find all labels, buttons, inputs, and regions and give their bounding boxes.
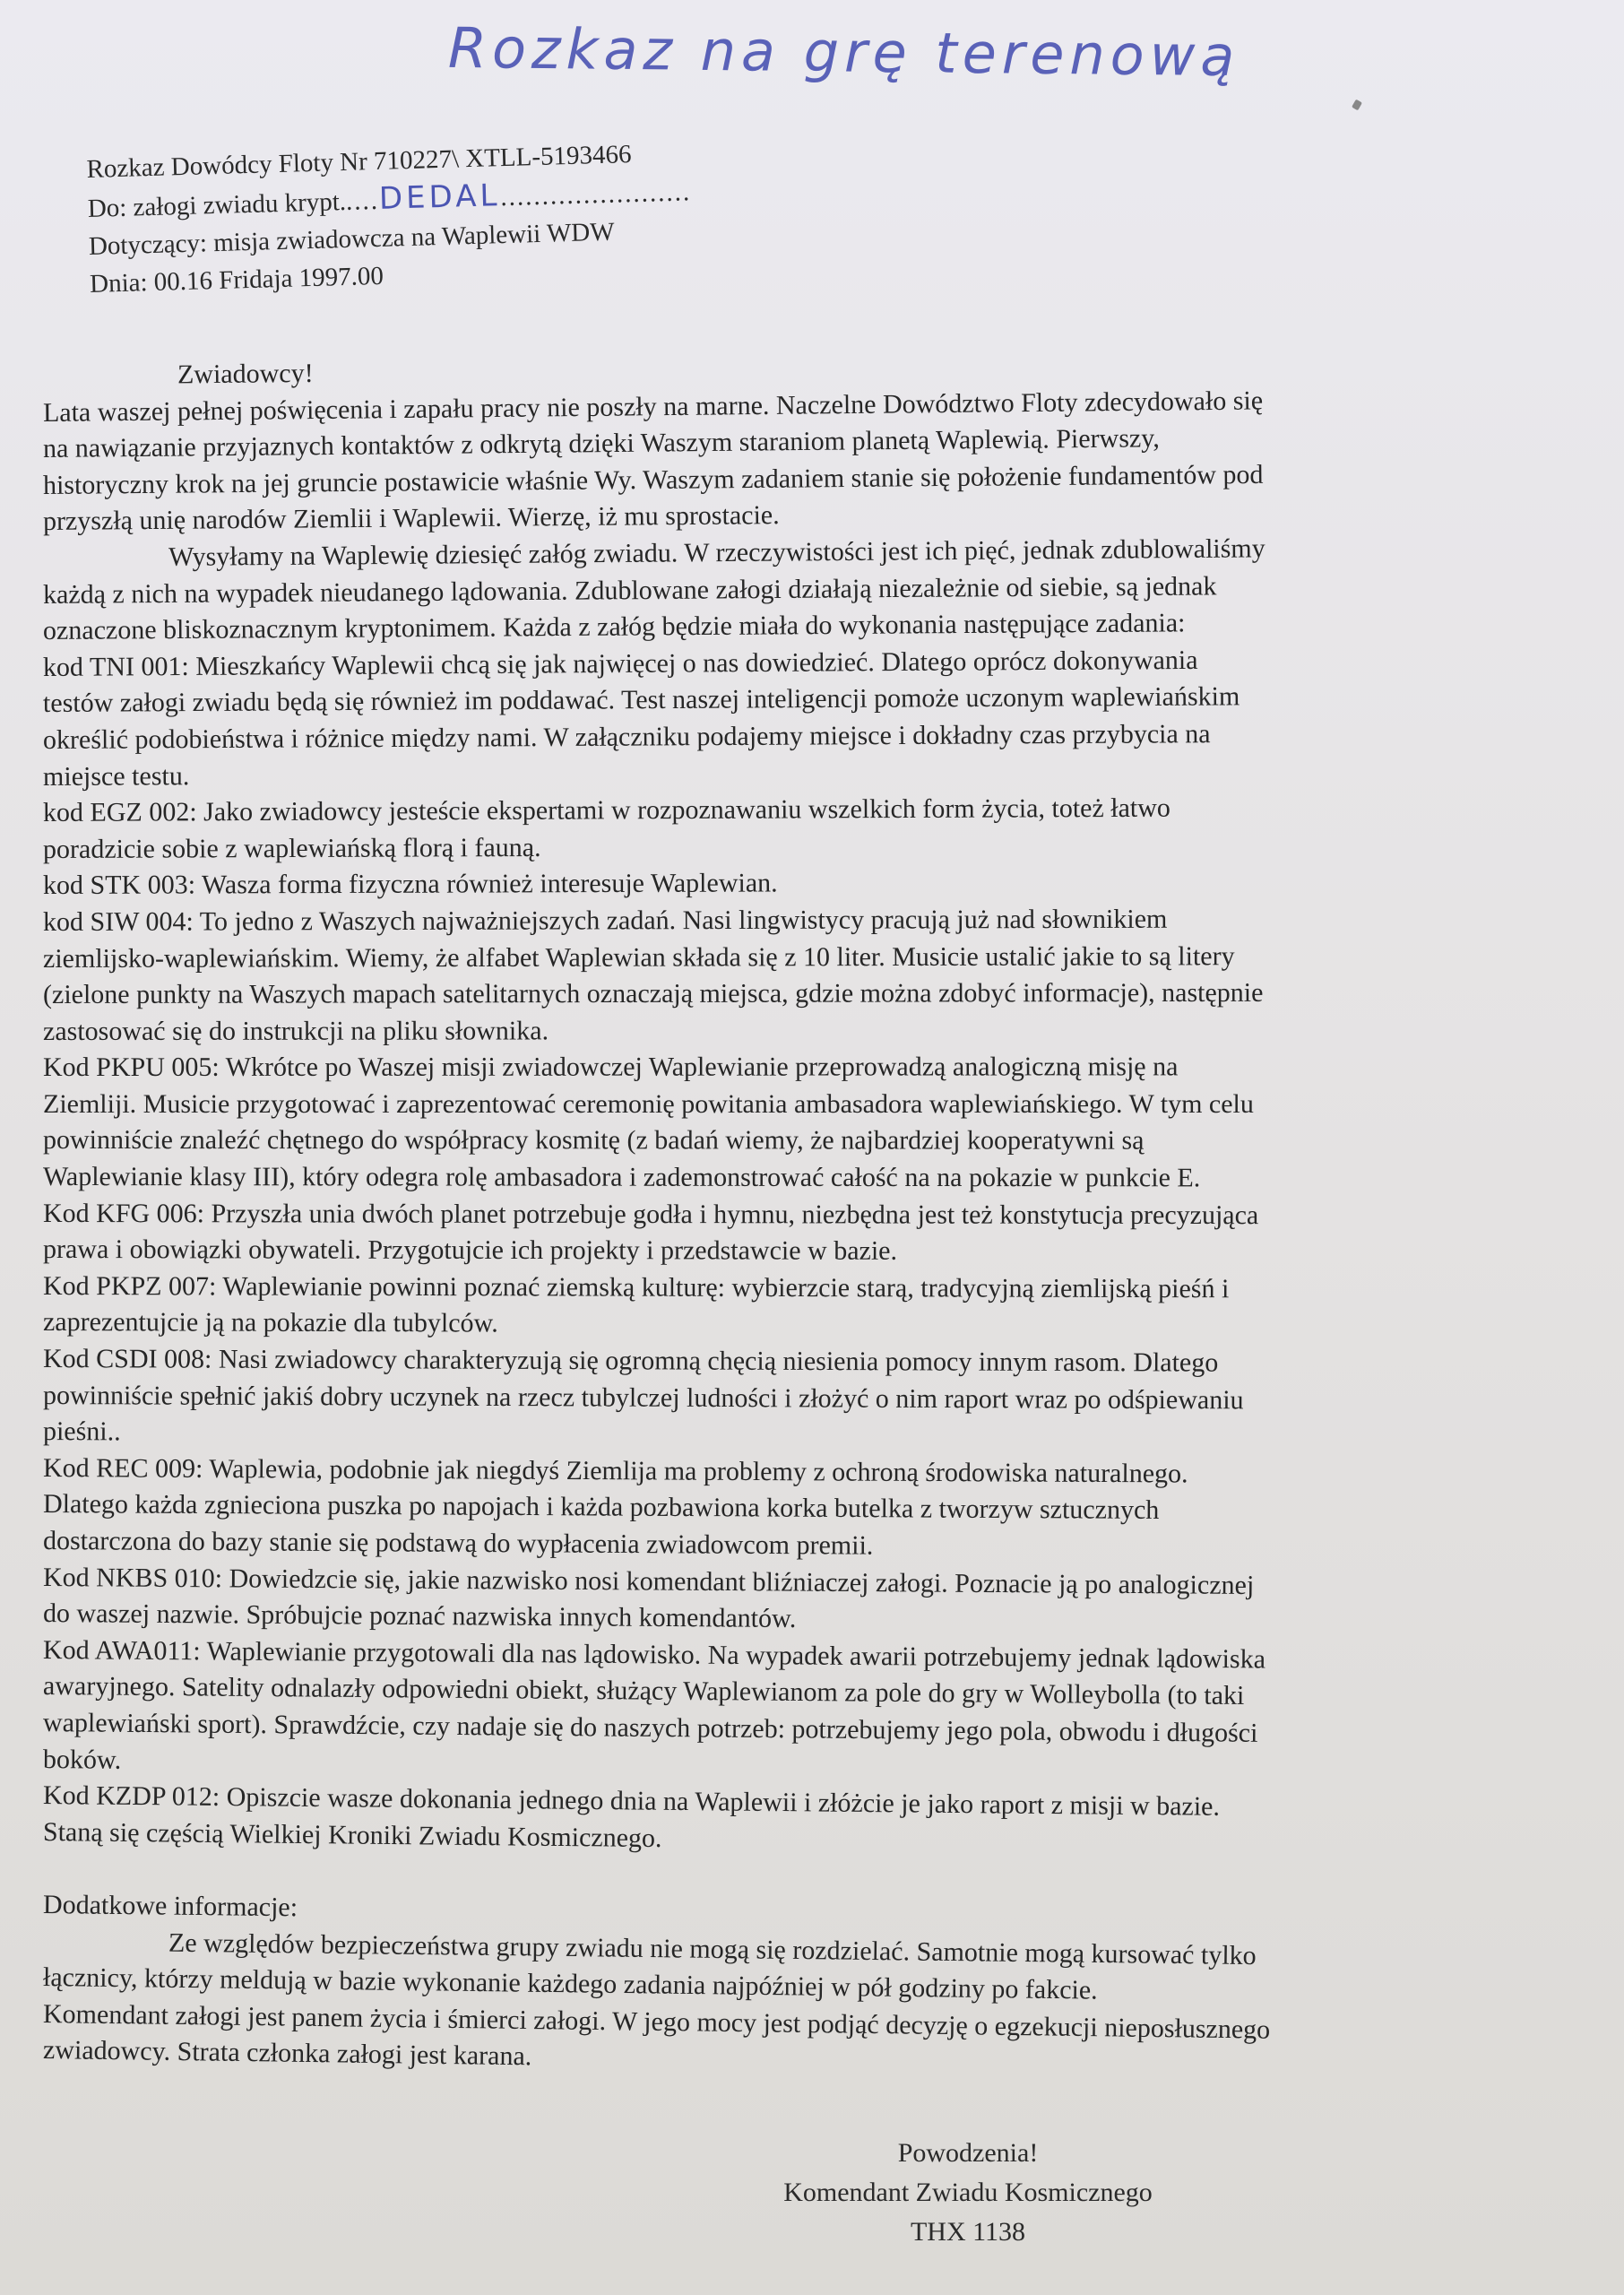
order-header	[86, 123, 1075, 303]
body-line: kod TNI 001: Mieszkańcy Waplewii chcą się jak najwięcej o nas dowiedzieć. Dlatego oprócz dokonywania	[42, 645, 1198, 682]
body-line: boków.	[42, 1744, 122, 1775]
body-line: Staną się częścią Wielkiej Kroniki Zwiadu Kosmicznego.	[42, 1816, 662, 1853]
order-body	[42, 358, 1513, 2072]
body-line: kod EGZ 002: Jako zwiadowcy jesteście ekspertami w rozpoznawaniu wszelkich form życia, toteż łatwo	[42, 792, 1170, 828]
handwritten-title: Rozkaz na grę terenową	[447, 14, 1240, 90]
body-line: Kod REC 009: Waplewia, podobnie jak niegdyś Ziemlija ma problemy z ochroną środowiska naturalnego.	[42, 1452, 1188, 1489]
body-line: prawa i obowiązki obywateli. Przygotujcie ich projekty i przedstawcie w bazie.	[42, 1234, 898, 1267]
body-line: powinniście spełnić jakiś dobry uczynek na rzecz tubylczej ludności i złożyć o nim raport wraz po odśpiewaniu	[42, 1380, 1244, 1416]
body-line: testów załogi zwiadu będą się również im poddawać. Test naszej inteligencji pomoże uczonym waplewiańskim	[42, 681, 1240, 719]
body-line: dostarczona do bazy stanie się podstawą do wypłacenia zwiadowcom premii.	[42, 1526, 874, 1561]
signature-greeting: Powodzenia!	[897, 2138, 1039, 2168]
body-line: waplewiański sport). Sprawdźcie, czy nadaje się do naszych potrzeb: potrzebujemy jego pola, obwodu i długości	[42, 1707, 1258, 1748]
body-line: Kod KFG 006: Przyszła unia dwóch planet potrzebuje godła i hymnu, niezbędna jest też konstytucja precyzująca	[42, 1198, 1259, 1230]
body-line: Wysyłamy na Waplewię dziesięć załóg zwiadu. W rzeczywistości jest ich pięć, jednak zdublowaliśmy	[168, 533, 1266, 572]
signature-title: Komendant Zwiadu Kosmicznego	[783, 2178, 1153, 2207]
body-line: każdą z nich na wypadek nieudanego lądowania. Zdublowane załogi działają niezależnie od siebie, są jednak	[42, 570, 1217, 610]
body-line: Kod AWA011: Waplewianie przygotowali dla nas lądowisko. Na wypadek awarii potrzebujemy jednak lądowiska	[42, 1634, 1266, 1675]
body-line: Dlatego każda zgnieciona puszka po napojach i każda pozbawiona korka butelka z tworzyw sztucznych	[42, 1489, 1160, 1526]
body-line: ziemlijsko-waplewiańskim. Wiemy, że alfabet Waplewian składa się z 10 liter. Musicie ustalić jakie to są litery	[42, 940, 1235, 974]
body-line: Dodatkowe informacje:	[42, 1889, 298, 1923]
body-line: Waplewianie klasy III), który odegra rolę ambasadora i zademonstrować całość na na pokazie w punkcie E.	[42, 1162, 1201, 1193]
body-line: Kod KZDP 012: Opiszcie wasze dokonania jednego dnia na Waplewii i złóżcie je jako raport z misji w bazie.	[42, 1780, 1221, 1822]
body-line: kod SIW 004: To jedno z Waszych najważniejszych zadań. Nasi lingwistycy pracują już nad słownikiem	[42, 904, 1168, 937]
body-line: na nawiązanie przyjaznych kontaktów z odkrytą dzięki Waszym staraniom planetą Waplewią. Pierwszy,	[42, 423, 1160, 464]
signature-code: THX 1138	[910, 2217, 1026, 2247]
body-line: oznaczone bliskoznacznym kryptonimem. Każda z załóg będzie miała do wykonania następujące zadania:	[42, 608, 1186, 646]
order-number: Rozkaz Dowódcy Floty Nr 710227\ XTLL-5193466	[86, 140, 632, 184]
body-line: Ziemliji. Musicie przygotować i zaprezentować ceremonię powitania ambasadora waplewiańskiego. W tym celu	[43, 1088, 1254, 1119]
body-line: Zwiadowcy!	[177, 358, 314, 390]
body-line: zastosować się do instrukcji na pliku słownika.	[42, 1016, 549, 1046]
paper-speck	[1352, 100, 1362, 111]
body-line: zwiadowcy. Strata członka załogi jest karana.	[42, 2035, 532, 2072]
date-line: Dnia: 00.16 Fridaja 1997.00	[89, 261, 384, 299]
body-line: Kod PKPZ 007: Waplewianie powinni poznać ziemską kulturę: wybierzcie starą, tradycyjną ziemlijską pieśń i	[42, 1270, 1230, 1304]
body-line: powinniście znaleźć chętnego do współpracy kosmitę (z badań wiemy, że najbardziej kooperatywni są	[42, 1125, 1145, 1156]
body-line: do waszej nazwie. Spróbujcie poznać nazwiska innych komendantów.	[42, 1598, 797, 1634]
body-line: (zielone punkty na Waszych mapach satelitarnych oznaczają miejsca, gdzie można zdobyć informacje), następnie	[42, 977, 1264, 1010]
body-line: Ze względów bezpieczeństwa grupy zwiadu nie mogą się rozdzielać. Samotnie mogą kursować tylko	[168, 1927, 1257, 1970]
body-line: awaryjnego. Satelity odnalazły odpowiedni obiekt, służący Waplewianom za pole do gry w Wolleybolla (to taki	[42, 1671, 1245, 1711]
recipient-line: Do: załogi zwiadu krypt.....DEDAL.......................	[87, 178, 692, 223]
body-line: historyczny krok na jej gruncie postawicie właśnie Wy. Waszym zadaniem stanie się położenie fundamentów pod	[42, 459, 1264, 500]
body-line: Kod CSDI 008: Nasi zwiadowcy charakteryzują się ogromną chęcią niesienia pomocy innym rasom. Dlatego	[42, 1344, 1219, 1378]
body-line: Kod PKPU 005: Wkrótce po Waszej misji zwiadowczej Waplewianie przeprowadzą analogiczną misję na	[42, 1052, 1179, 1083]
body-line: miejsce testu.	[42, 760, 190, 792]
subject-line: Dotyczący: misja zwiadowcza na Waplewii WDW	[88, 217, 616, 261]
body-line: Lata waszej pełnej poświęcenia i zapału pracy nie poszły na marne. Naczelne Dowództwo Floty zdecydowało się	[42, 385, 1264, 428]
body-line: łącznicy, którzy meldują w bazie wykonanie każdego zadania najpóźniej w pół godziny po fakcie.	[42, 1962, 1098, 2005]
body-line: Kod NKBS 010: Dowiedzcie się, jakie nazwisko nosi komendant bliźniaczej załogi. Poznacie ją po analogicznej	[42, 1562, 1255, 1600]
signature-block	[699, 2134, 1237, 2252]
body-line: określić podobieństwa i różnice między nami. W załączniku podajemy miejsce i dokładny czas przybycia na	[42, 719, 1211, 755]
crew-codename-handwritten: DEDAL	[378, 178, 501, 217]
recipient-label: Do: załogi zwiadu krypt.	[87, 186, 347, 223]
body-line: Komendant załogi jest panem życia i śmierci załogi. W jego mocy jest podjąć decyzję o egzekucji nieposłusznego	[42, 1998, 1271, 2045]
body-line: przyszłą unię narodów Ziemlii i Waplewii. Wierzę, iż mu sprostacie.	[42, 500, 780, 537]
body-line: kod STK 003: Wasza forma fizyczna również interesuje Waplewian.	[42, 868, 778, 901]
body-line: zaprezentujcie ją na pokazie dla tubylców.	[42, 1307, 498, 1338]
body-line: poradzicie sobie z waplewiańską florą i fauną.	[42, 832, 541, 864]
body-line: pieśni..	[42, 1416, 121, 1447]
